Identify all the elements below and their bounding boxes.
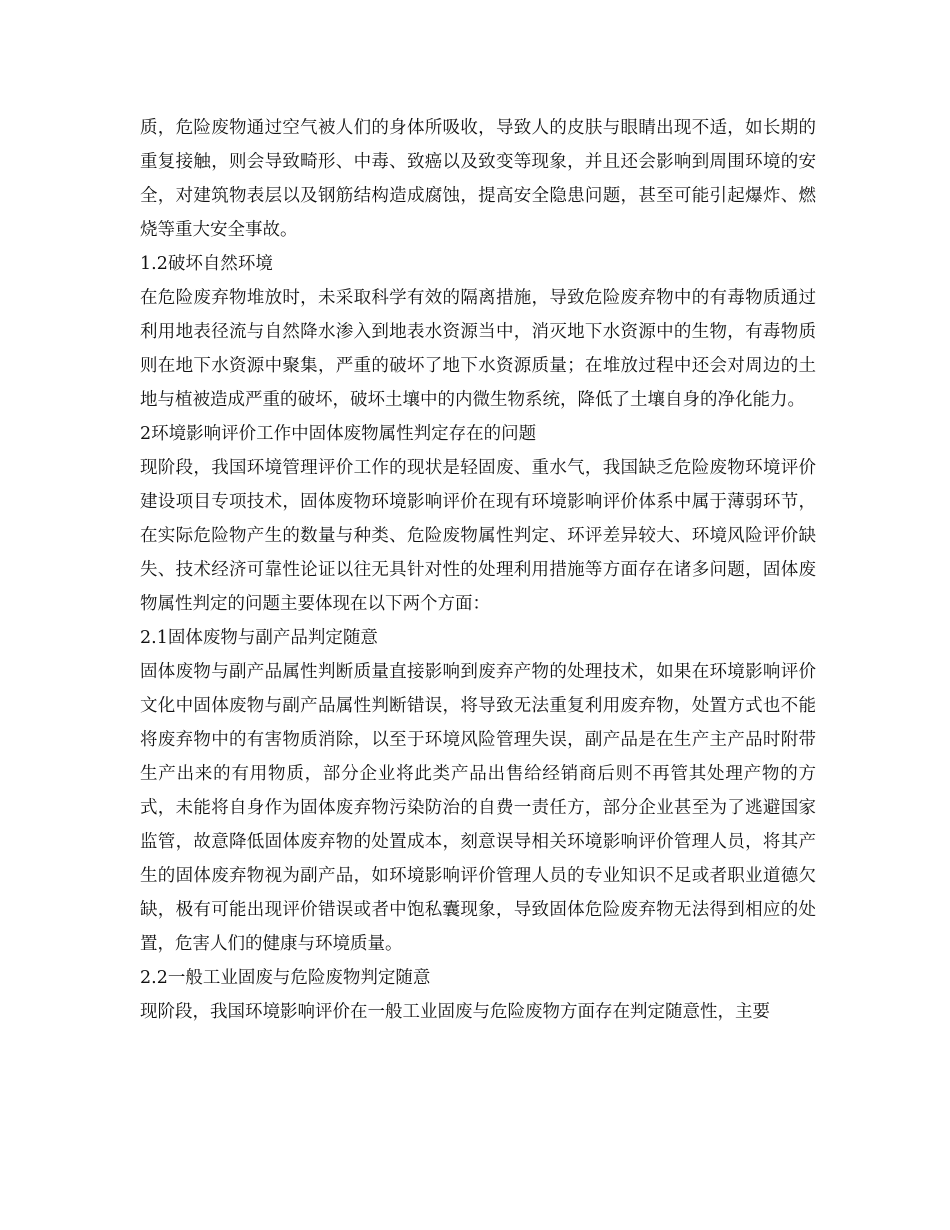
heading-section-1-2: 1.2破坏自然环境: [140, 254, 273, 274]
heading-section-2-2: 2.2一般工业固废与危险废物判定随意: [140, 968, 431, 988]
heading-section-2: 2环境影响评价工作中固体废物属性判定存在的问题: [140, 424, 537, 444]
paragraph-industrial-waste: 现阶段，我国环境影响评价在一般工业固废与危险废物方面存在判定随意性，主要: [140, 1002, 770, 1022]
paragraph-environment-damage: 在危险废弃物堆放时，未采取科学有效的隔离措施，导致危险废弃物中的有毒物质通过利用地表径流与自然降水渗入到地表水资源当中，消灭地下水资源中的生物，有毒物质则在地下水资源中聚集，严重的破坏了地下水资源质量；在堆放过程中还会对周边的土地与植被造成严重的破坏，破坏土壤中的内微生物系统，降低了土壤自身的净化能力。: [140, 288, 816, 410]
heading-section-2-1: 2.1固体废物与副产品判定随意: [140, 628, 378, 648]
paragraph-health-hazards: 质，危险废物通过空气被人们的身体所吸收，导致人的皮肤与眼睛出现不适，如长期的重复接触，则会导致畸形、中毒、致癌以及致变等现象，并且还会影响到周围环境的安全，对建筑物表层以及钢筋结构造成腐蚀，提高安全隐患问题，甚至可能引起爆炸、燃烧等重大安全事故。: [140, 118, 816, 240]
paragraph-current-status: 现阶段，我国环境管理评价工作的现状是轻固废、重水气，我国缺乏危险废物环境评价建设项目专项技术，固体废物环境影响评价在现有环境影响评价体系中属于薄弱环节，在实际危险物产生的数量与种类、危险废物属性判定、环评差异较大、环境风险评价缺失、技术经济可靠性论证以往无具针对性的处理利用措施等方面存在诸多问题，固体废物属性判定的问题主要体现在以下两个方面：: [140, 458, 816, 614]
paragraph-byproduct-judgement: 固体废物与副产品属性判断质量直接影响到废弃产物的处理技术，如果在环境影响评价文化中固体废物与副产品属性判断错误，将导致无法重复利用废弃物，处置方式也不能将废弃物中的有害物质消除，以至于环境风险管理失误，副产品是在生产主产品时附带生产出来的有用物质，部分企业将此类产品出售给经销商后则不再管其处理产物的方式，未能将自身作为固体废弃物污染防治的自费一责任方，部分企业甚至为了逃避国家监管，故意降低固体废弃物的处置成本，刻意误导相关环境影响评价管理人员，将其产生的固体废弃物视为副产品，如环境影响评价管理人员的专业知识不足或者职业道德欠缺，极有可能出现评价错误或者中饱私囊现象，导致固体危险废弃物无法得到相应的处置，危害人们的健康与环境质量。: [140, 662, 816, 954]
document-page: [140, 111, 816, 1029]
